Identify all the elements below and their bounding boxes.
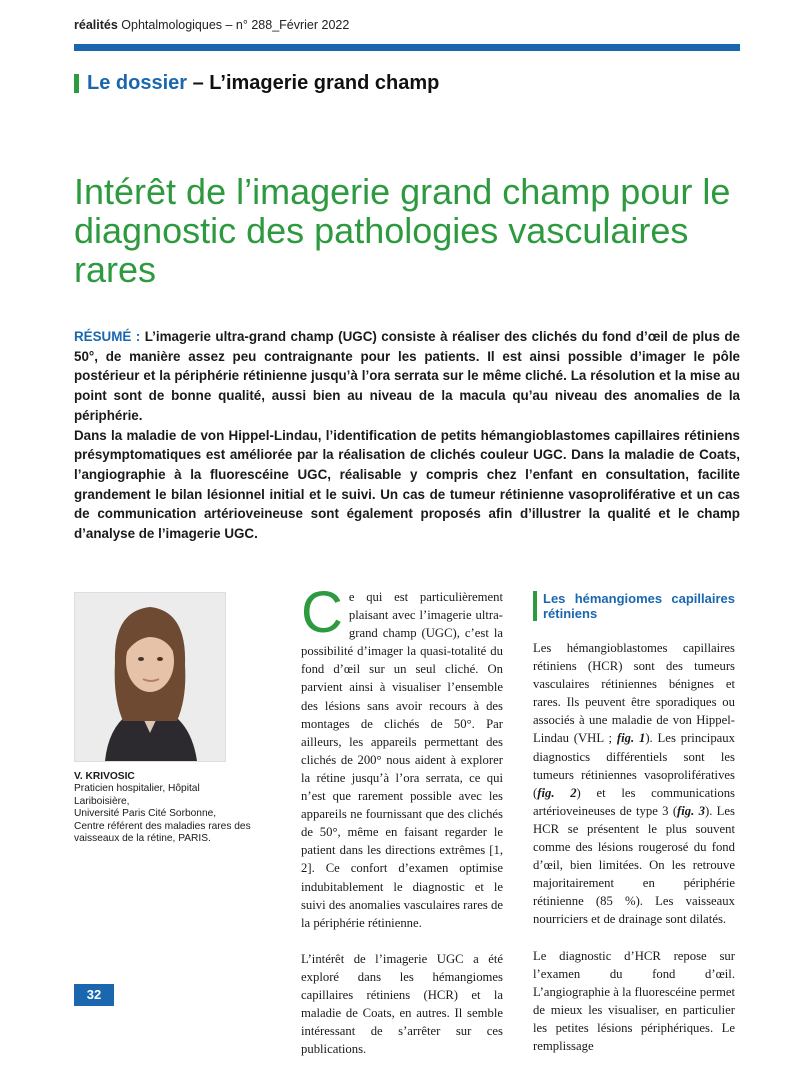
hcr-paragraph-1 bbox=[533, 639, 735, 929]
subsection-title: Les hémangiomes capillaires rétiniens bbox=[543, 591, 735, 621]
author-affiliation-2: Université Paris Cité Sorbonne, bbox=[74, 808, 217, 820]
author-portrait-image bbox=[75, 593, 225, 761]
author-info bbox=[74, 771, 254, 845]
figure-ref-2[interactable]: fig. 2 bbox=[537, 785, 577, 800]
top-rule bbox=[74, 44, 740, 51]
page-number: 32 bbox=[74, 984, 114, 1006]
section-heading bbox=[74, 72, 439, 95]
author-photo bbox=[74, 592, 226, 762]
section-marker bbox=[74, 74, 79, 93]
body-column-1 bbox=[301, 580, 503, 1076]
dossier-topic: – L’imagerie grand champ bbox=[192, 72, 440, 94]
subsection-heading bbox=[533, 591, 735, 621]
dossier-label: Le dossier bbox=[87, 72, 188, 94]
author-name: V. KRIVOSIC bbox=[74, 771, 135, 782]
author-affiliation-1: Praticien hospitalier, Hôpital Lariboisière, bbox=[74, 783, 200, 807]
journal-brand: réalités bbox=[74, 18, 118, 32]
hcr-text-a: Les hémangioblastomes capillaires rétiniens (HCR) sont des tumeurs vasculaires rétiniennes bénignes et rares. Ils peuvent être sporadiques ou associés à une maladie de von Hippel-Lindau (VHL ; bbox=[533, 641, 735, 746]
subhead-marker bbox=[533, 591, 537, 621]
abstract bbox=[74, 327, 740, 544]
article-title: Intérêt de l’imagerie grand champ pour le diagnostic des pathologies vasculaires rares bbox=[74, 171, 731, 291]
abstract-text-1: L’imagerie ultra-grand champ (UGC) consiste à réaliser des clichés du fond d’œil de plus de 50°, de manière assez peu contraignante pour les patients. Il est ainsi possible d’imager le pôle postérieur et la périphérie rétinienne jusqu’à l’ora serrata sur le même cliché. La résolution et la mise au point sont de bonne qualité, aussi bien au niveau de la macula qu’au niveau des anomalies de la périphérie. bbox=[74, 329, 740, 423]
hcr-text-c: ) et les communications artérioveineuses de type 3 ( bbox=[533, 785, 735, 818]
body-column-2 bbox=[533, 588, 735, 1073]
abstract-label: RÉSUMÉ : bbox=[74, 329, 141, 344]
figure-ref-1[interactable]: fig. 1 bbox=[616, 731, 646, 746]
journal-issue: Ophtalmologiques – n° 288_Février 2022 bbox=[121, 18, 350, 32]
body-paragraph-2: L’intérêt de l’imagerie UGC a été exploré dans les hémangiomes capillaires rétiniens (HCR) et la maladie de Coats, en autres. Il semble intéressant de s’arrêter sur ces publications. bbox=[301, 951, 503, 1057]
hcr-text-d: ). Les HCR se présentent le plus souvent comme des lésions rougerosé du fond d’œil, bien limitées. On les retrouve majoritairement en périphérie rétinienne (85 %). Les vaisseaux nourriciers et de drainage sont dilatés. bbox=[533, 803, 735, 927]
figure-ref-3[interactable]: fig. 3 bbox=[677, 803, 705, 818]
abstract-paragraph-2: Dans la maladie de von Hippel-Lindau, l’identification de petits hémangioblastomes capillaires rétiniens présymptomatiques est améliorée par la réalisation de clichés couleur UGC. Dans la maladie de Coats, l’angiographie à la fluorescéine UGC, réalisable y compris chez l’enfant en consultation, facilite grandement le bilan lésionnel initial et le suivi. Un cas de tumeur rétinienne vasoproliférative et un cas de communication artérioveineuse sont également proposés afin d’illustrer la qualité et le champ d’analyse de l’imagerie UGC. bbox=[74, 427, 740, 542]
drop-cap: C bbox=[301, 580, 343, 645]
hcr-text-b: ). Les principaux diagnostics différentiels sont les tumeurs rétiniennes vasoprolifératives ( bbox=[533, 731, 735, 800]
intro-paragraph bbox=[301, 580, 503, 932]
hcr-paragraph-2: Le diagnostic d’HCR repose sur l’examen du fond d’œil. L’angiographie à la fluorescéine permet de mieux les visualiser, en particulier les petites lésions périphériques. Le remplissage bbox=[533, 948, 735, 1053]
abstract-paragraph-1 bbox=[74, 327, 740, 426]
intro-text: e qui est particulièrement plaisant avec l’imagerie ultra-grand champ (UGC), c’est la possibilité d’imager la quasi-totalité du fond d’œil sur un seul cliché. On parvient ainsi à visualiser l’ensemble des lésions sans avoir recours à des montages de clichés de 50°. Par ailleurs, les appareils permettant des clichés de 200° nous aident à explorer la rétine jusqu’à l’ora serrata, ce qui n’est que rarement possible avec les appareils ne fournissant que des clichés de 50°, même en faisant regarder le patient dans les directions extrêmes [1, 2]. Ce confort d’examen optimise indubitablement le diagnostic et le suivi des anomalies vasculaires rares de la périphérie rétinienne. bbox=[301, 590, 503, 930]
author-affiliation-3: Centre référent des maladies rares des vaisseaux de la rétine, PARIS. bbox=[74, 820, 251, 845]
running-head bbox=[74, 18, 349, 32]
